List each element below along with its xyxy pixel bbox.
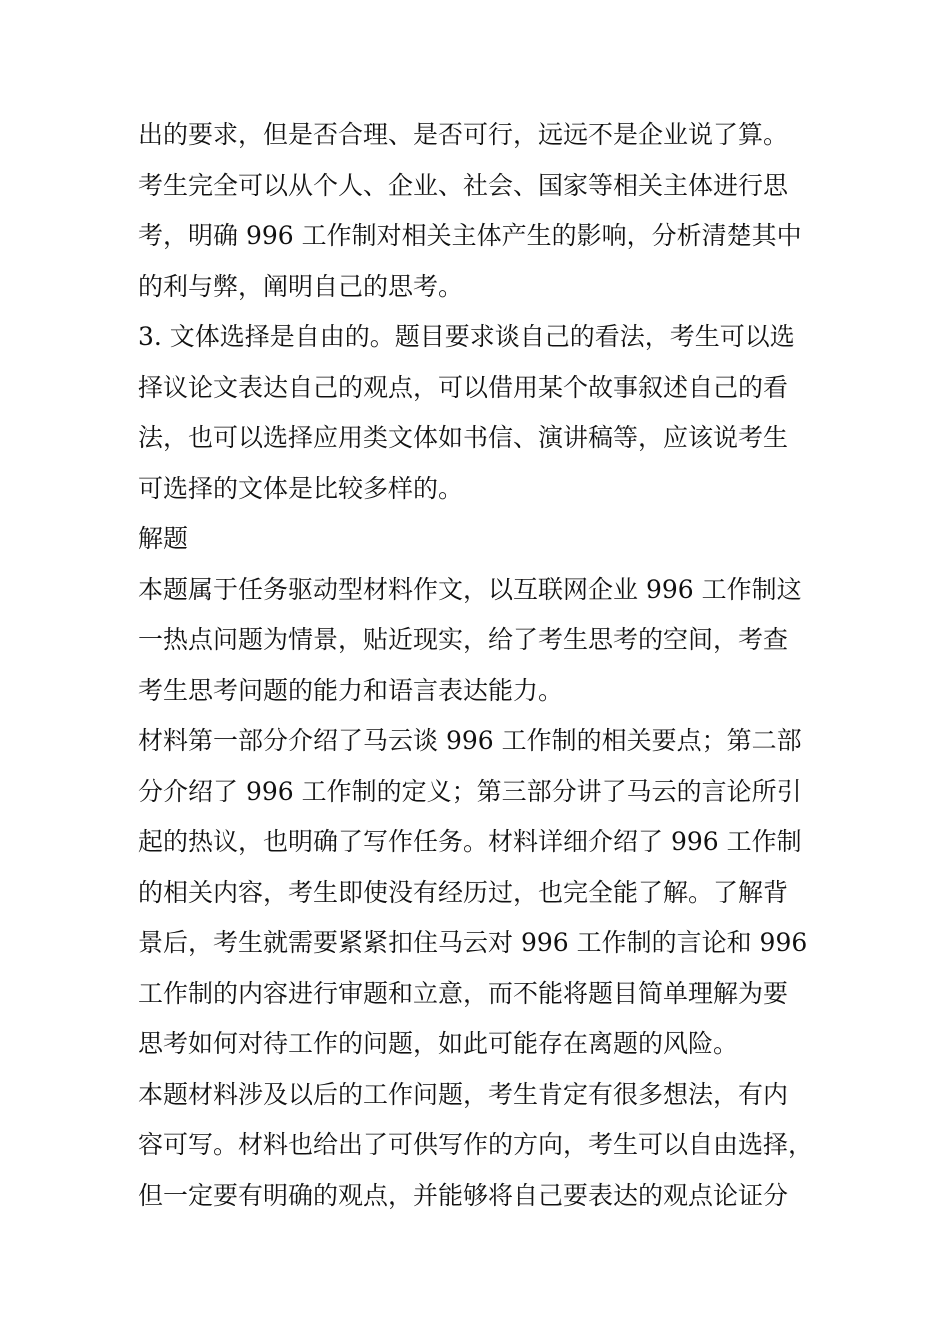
text-line: 的利与弊，阐明自己的思考。 <box>138 271 464 301</box>
text-line: 起的热议，也明确了写作任务。材料详细介绍了 996 工作制 <box>138 827 802 856</box>
section-heading: 解题 <box>138 524 189 553</box>
text-line: 但一定要有明确的观点，并能够将自己要表达的观点论证分 <box>138 1180 789 1210</box>
text-line: 本题材料涉及以后的工作问题，考生肯定有很多想法，有内 <box>138 1079 789 1109</box>
text-line: 3. 文体选择是自由的。题目要求谈自己的看法，考生可以选 <box>138 322 795 351</box>
text-line: 本题属于任务驱动型材料作文，以互联网企业 996 工作制这 <box>138 574 802 604</box>
document-body <box>138 110 828 1221</box>
text-line: 出的要求，但是否合理、是否可行，远远不是企业说了算。 <box>138 120 789 149</box>
text-line: 工作制的内容进行审题和立意，而不能将题目简单理解为要 <box>138 978 789 1008</box>
text-line: 可选择的文体是比较多样的。 <box>138 473 464 503</box>
text-line: 择议论文表达自己的观点，可以借用某个故事叙述自己的看 <box>138 372 789 402</box>
text-line: 景后，考生就需要紧紧扣住马云对 996 工作制的言论和 996 <box>138 928 808 957</box>
text-line: 一热点问题为情景，贴近现实，给了考生思考的空间，考查 <box>138 625 789 654</box>
text-line: 的相关内容，考生即使没有经历过，也完全能了解。了解背 <box>138 877 789 907</box>
text-line: 法，也可以选择应用类文体如书信、演讲稿等，应该说考生 <box>138 423 789 452</box>
text-line: 思考如何对待工作的问题，如此可能存在离题的风险。 <box>138 1029 739 1058</box>
text-line: 材料第一部分介绍了马云谈 996 工作制的相关要点；第二部 <box>138 726 802 755</box>
text-line: 考，明确 996 工作制对相关主体产生的影响，分析清楚其中 <box>138 221 802 250</box>
text-line: 容可写。材料也给出了可供写作的方向，考生可以自由选择， <box>138 1130 814 1159</box>
text-line: 考生完全可以从个人、企业、社会、国家等相关主体进行思 <box>138 170 789 200</box>
text-line: 分介绍了 996 工作制的定义；第三部分讲了马云的言论所引 <box>138 776 802 806</box>
text-line: 考生思考问题的能力和语言表达能力。 <box>138 675 564 705</box>
